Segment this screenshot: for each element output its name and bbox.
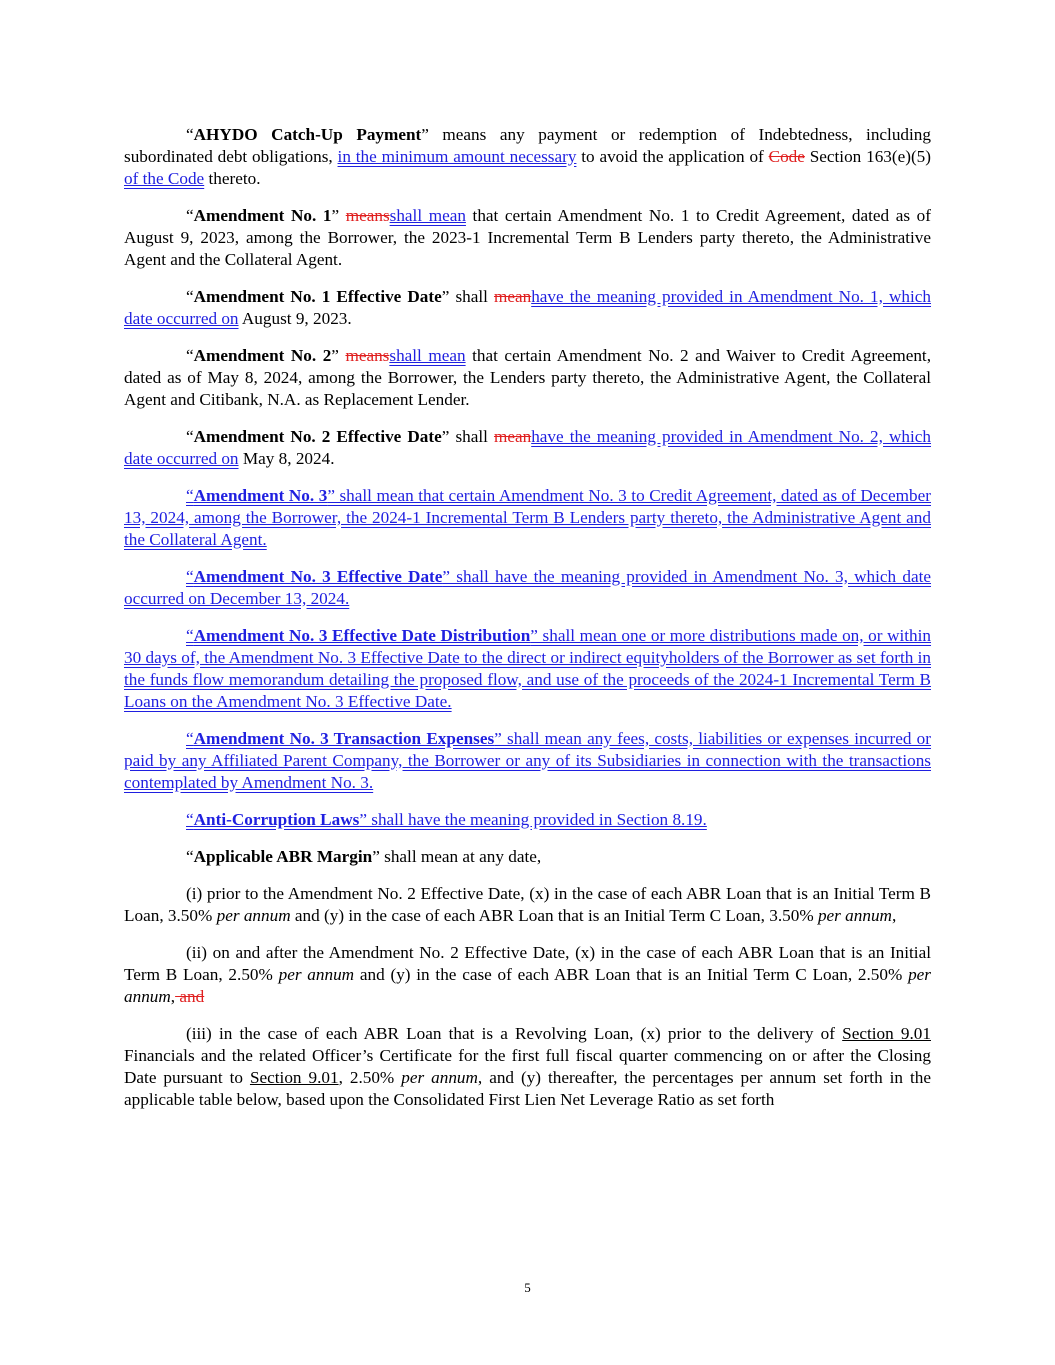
inserted-text: ” shall mean that certain Amendment No. 3 to Credit Agreement, dated as of December 13, 2024, among the Borrower, the 2024-1 Incremental Term B Lenders party thereto, the Administrative Agent and the Collateral Agent. [124,486,931,549]
defined-term: AHYDO Catch-Up Payment [193,125,422,144]
defined-term: Amendment No. 3 Effective Date Distribution [193,626,531,645]
definition-text: thereto. [204,169,261,188]
definition-text: August 9, 2023. [238,309,352,328]
clause-text: , and (y) thereafter, the percentages per annum set forth in the applicable table below, based upon the Consolidated First Lien Net Leverage Ratio as set forth [124,1068,931,1109]
definition-text: ” shall [441,427,494,446]
italic-text: per annum [817,906,892,925]
quote-mark: “ [186,486,194,505]
definition-text: ” [331,346,346,365]
definition-amendment-no-3 [124,485,931,551]
inserted-text: ” shall have the meaning provided in Amendment No. 3, which date occurred on December 13, 2024. [124,567,931,608]
deleted-text: and [175,987,205,1006]
deleted-text: means [345,206,390,225]
deleted-text: mean [493,427,532,446]
defined-term: Amendment No. 1 Effective Date [193,287,442,306]
definition-text: ” shall [441,287,494,306]
deleted-text: mean [493,287,532,306]
clause-text: , [891,906,897,925]
inserted-text: have the meaning provided in Amendment No. 1, which date occurred on [124,287,931,328]
definition-amendment-no-3-transaction-expenses [124,728,931,794]
clause-text: (iii) in the case of each ABR Loan that is a Revolving Loan, (x) prior to the delivery of [186,1024,843,1043]
quote-mark: “ [186,125,194,144]
inserted-text: ” shall mean one or more distributions made on, or within 30 days of, the Amendment No. 3 Effective Date to the direct or indirect equityholders of the Borrower as set forth in the funds flow memorandum detailing the proposed flow, and use of the proceeds of the 2024-1 Incremental Term B Loans on the Amendment No. 3 Effective Date. [124,626,932,711]
defined-term: Amendment No. 3 [193,486,328,505]
clause-iii [124,1023,931,1111]
clause-text: (i) prior to the Amendment No. 2 Effective Date, (x) in the case of each ABR Loan that is an Initial Term B Loan, 3.50% [124,884,931,925]
definition-text: ” shall mean at any date, [372,847,542,866]
quote-mark: “ [186,567,194,586]
definition-text: to avoid the application of [576,147,769,166]
definition-text: Section 163(e)(5) [804,147,931,166]
inserted-text: have the meaning provided in Amendment No. 2, which date occurred on [124,427,931,468]
clause-text: , [170,987,176,1006]
deleted-text: means [345,346,390,365]
clause-text: Financials and the related Officer’s Certificate for the first full fiscal quarter commencing on or after the Closing Date pursuant to [124,1046,931,1087]
defined-term: Amendment No. 3 Effective Date [193,567,443,586]
italic-text: per annum [278,965,355,984]
clause-text: and (y) in the case of each ABR Loan that is an Initial Term C Loan, 2.50% [354,965,909,984]
document-body [124,124,931,1111]
quote-mark: “ [186,729,194,748]
inserted-text: of the Code [124,169,205,188]
definition-amendment-no-3-effective-date-distribution [124,625,931,713]
quote-mark: “ [186,206,194,225]
definition-text: that certain Amendment No. 2 and Waiver to Credit Agreement, dated as of May 8, 2024, among the Borrower, the Lenders party thereto, the Administrative Agent, the Collateral Agent and Citibank, N.A. as Replacement Lender. [124,346,931,409]
italic-text: per annum [124,965,931,1006]
quote-mark: “ [186,810,194,829]
quote-mark: “ [186,427,194,446]
definition-anti-corruption-laws [124,809,931,831]
clause-text: and (y) in the case of each ABR Loan that is an Initial Term C Loan, 3.50% [290,906,818,925]
definition-amendment-no-1 [124,205,931,271]
definition-amendment-no-2 [124,345,931,411]
defined-term: Amendment No. 2 [193,346,332,365]
definition-text: that certain Amendment No. 1 to Credit Agreement, dated as of August 9, 2023, among the Borrower, the 2023-1 Incremental Term B Lenders party thereto, the Administrative Agent and the Collateral Agent. [124,206,931,269]
inserted-text: in the minimum amount necessary [337,147,577,166]
italic-text: per annum [216,906,291,925]
deleted-text: Code [768,147,805,166]
quote-mark: “ [186,346,194,365]
quote-mark: “ [186,847,194,866]
section-reference: Section 9.01 [842,1024,931,1043]
clause-ii [124,942,931,1008]
inserted-text: shall mean [389,206,466,225]
definition-text: ” [331,206,346,225]
section-reference: Section 9.01 [249,1068,339,1087]
defined-term: Amendment No. 2 Effective Date [193,427,442,446]
definition-amendment-no-2-effective-date [124,426,931,470]
quote-mark: “ [186,287,194,306]
clause-i [124,883,931,927]
page-number: 5 [524,1280,531,1295]
definition-amendment-no-1-effective-date [124,286,931,330]
defined-term: Amendment No. 1 [193,206,332,225]
definition-text: May 8, 2024. [238,449,335,468]
quote-mark: “ [186,626,194,645]
defined-term: Amendment No. 3 Transaction Expenses [193,729,495,748]
definition-text: ” means any payment or redemption of Indebtedness, including subordinated debt obligations, [124,125,931,166]
definition-ahydo-catch-up-payment [124,124,931,190]
inserted-text: ” shall have the meaning provided in Section 8.19. [359,810,707,829]
clause-text: , 2.50% [338,1068,402,1087]
italic-text: per annum [401,1068,478,1087]
inserted-text: shall mean [389,346,466,365]
defined-term: Anti-Corruption Laws [193,810,360,829]
definition-amendment-no-3-effective-date [124,566,931,610]
inserted-text: ” shall mean any fees, costs, liabilities or expenses incurred or paid by any Affiliated Parent Company, the Borrower or any of its Subsidiaries in connection with the transactions contemplated by Amendment No. 3. [124,729,932,792]
definition-applicable-abr-margin [124,846,931,868]
defined-term: Applicable ABR Margin [193,847,373,866]
clause-text: (ii) on and after the Amendment No. 2 Effective Date, (x) in the case of each ABR Loan that is an Initial Term B Loan, 2.50% [124,943,931,984]
